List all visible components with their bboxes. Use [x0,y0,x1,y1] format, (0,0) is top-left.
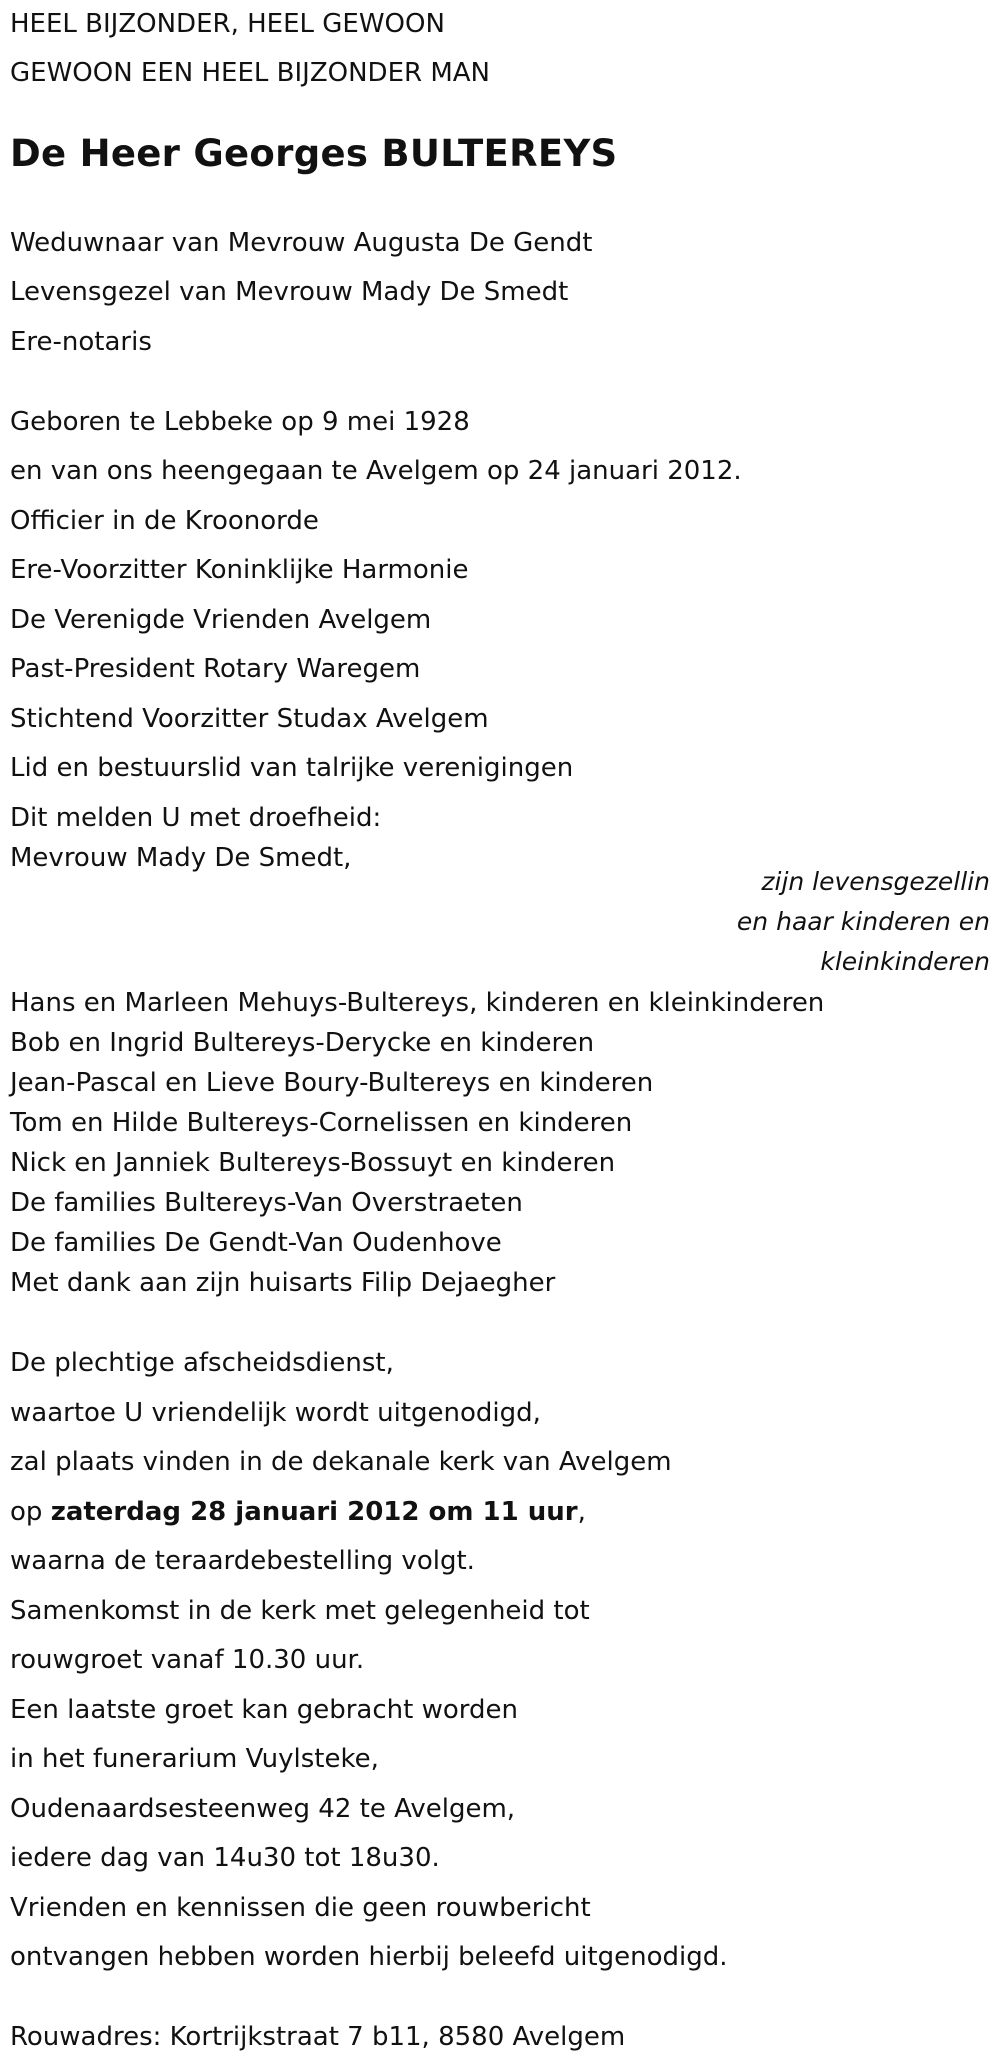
service-line: Vrienden en kennissen die geen rouwbericht [10,1893,591,1923]
motto-line: GEWOON EEN HEEL BIJZONDER MAN [10,58,490,88]
mourning-address: Rouwadres: Kortrijkstraat 7 b11, 8580 Avelgem [10,2022,626,2052]
partner-note-line: en haar kinderen en [736,907,990,936]
partner-note-line: kleinkinderen [820,947,990,976]
service-date-line [10,1496,586,1528]
service-line: Oudenaardsesteenweg 42 te Avelgem, [10,1794,516,1824]
life-line: Mevrouw Mady De Smedt, [10,843,352,873]
service-date-suffix: , [577,1497,586,1527]
life-line: Lid en bestuurslid van talrijke verenigingen [10,753,574,783]
relation-line: Weduwnaar van Mevrouw Augusta De Gendt [10,228,593,258]
service-line: in het funerarium Vuylsteke, [10,1744,379,1774]
service-line: waartoe U vriendelijk wordt uitgenodigd, [10,1398,541,1428]
life-line: Ere-Voorzitter Koninklijke Harmonie [10,555,469,585]
family-line: Jean-Pascal en Lieve Boury-Bultereys en kinderen [10,1068,654,1098]
life-line: Past-President Rotary Waregem [10,654,421,684]
family-line: De families Bultereys-Van Overstraeten [10,1188,523,1218]
family-line: Hans en Marleen Mehuys-Bultereys, kinderen en kleinkinderen [10,988,825,1018]
life-line: Officier in de Kroonorde [10,506,319,536]
family-line: Tom en Hilde Bultereys-Cornelissen en kinderen [10,1108,633,1138]
relation-line: Levensgezel van Mevrouw Mady De Smedt [10,277,569,307]
family-line: Nick en Janniek Bultereys-Bossuyt en kinderen [10,1148,616,1178]
service-date-prefix: op [10,1497,51,1527]
partner-note-line: zijn levensgezellin [761,867,990,896]
life-line: De Verenigde Vrienden Avelgem [10,605,432,635]
service-line: iedere dag van 14u30 tot 18u30. [10,1843,440,1873]
motto-line: HEEL BIJZONDER, HEEL GEWOON [10,9,445,39]
life-line: Dit melden U met droefheid: [10,803,382,833]
service-line: rouwgroet vanaf 10.30 uur. [10,1645,365,1675]
family-line: De families De Gendt-Van Oudenhove [10,1228,502,1258]
life-line: Stichtend Voorzitter Studax Avelgem [10,704,489,734]
service-line: ontvangen hebben worden hierbij beleefd uitgenodigd. [10,1942,728,1972]
service-line: Samenkomst in de kerk met gelegenheid tot [10,1596,590,1626]
relation-line: Ere-notaris [10,327,152,357]
service-line: zal plaats vinden in de dekanale kerk van Avelgem [10,1447,672,1477]
service-line: Een laatste groet kan gebracht worden [10,1695,518,1725]
service-line: waarna de teraardebestelling volgt. [10,1546,475,1576]
deceased-name: De Heer Georges BULTEREYS [10,132,618,175]
family-line: Met dank aan zijn huisarts Filip Dejaegher [10,1268,556,1298]
life-line: en van ons heengegaan te Avelgem op 24 januari 2012. [10,456,742,486]
service-date: zaterdag 28 januari 2012 om 11 uur [50,1497,578,1527]
family-line: Bob en Ingrid Bultereys-Derycke en kinderen [10,1028,595,1058]
service-line: De plechtige afscheidsdienst, [10,1348,394,1378]
life-line: Geboren te Lebbeke op 9 mei 1928 [10,407,470,437]
